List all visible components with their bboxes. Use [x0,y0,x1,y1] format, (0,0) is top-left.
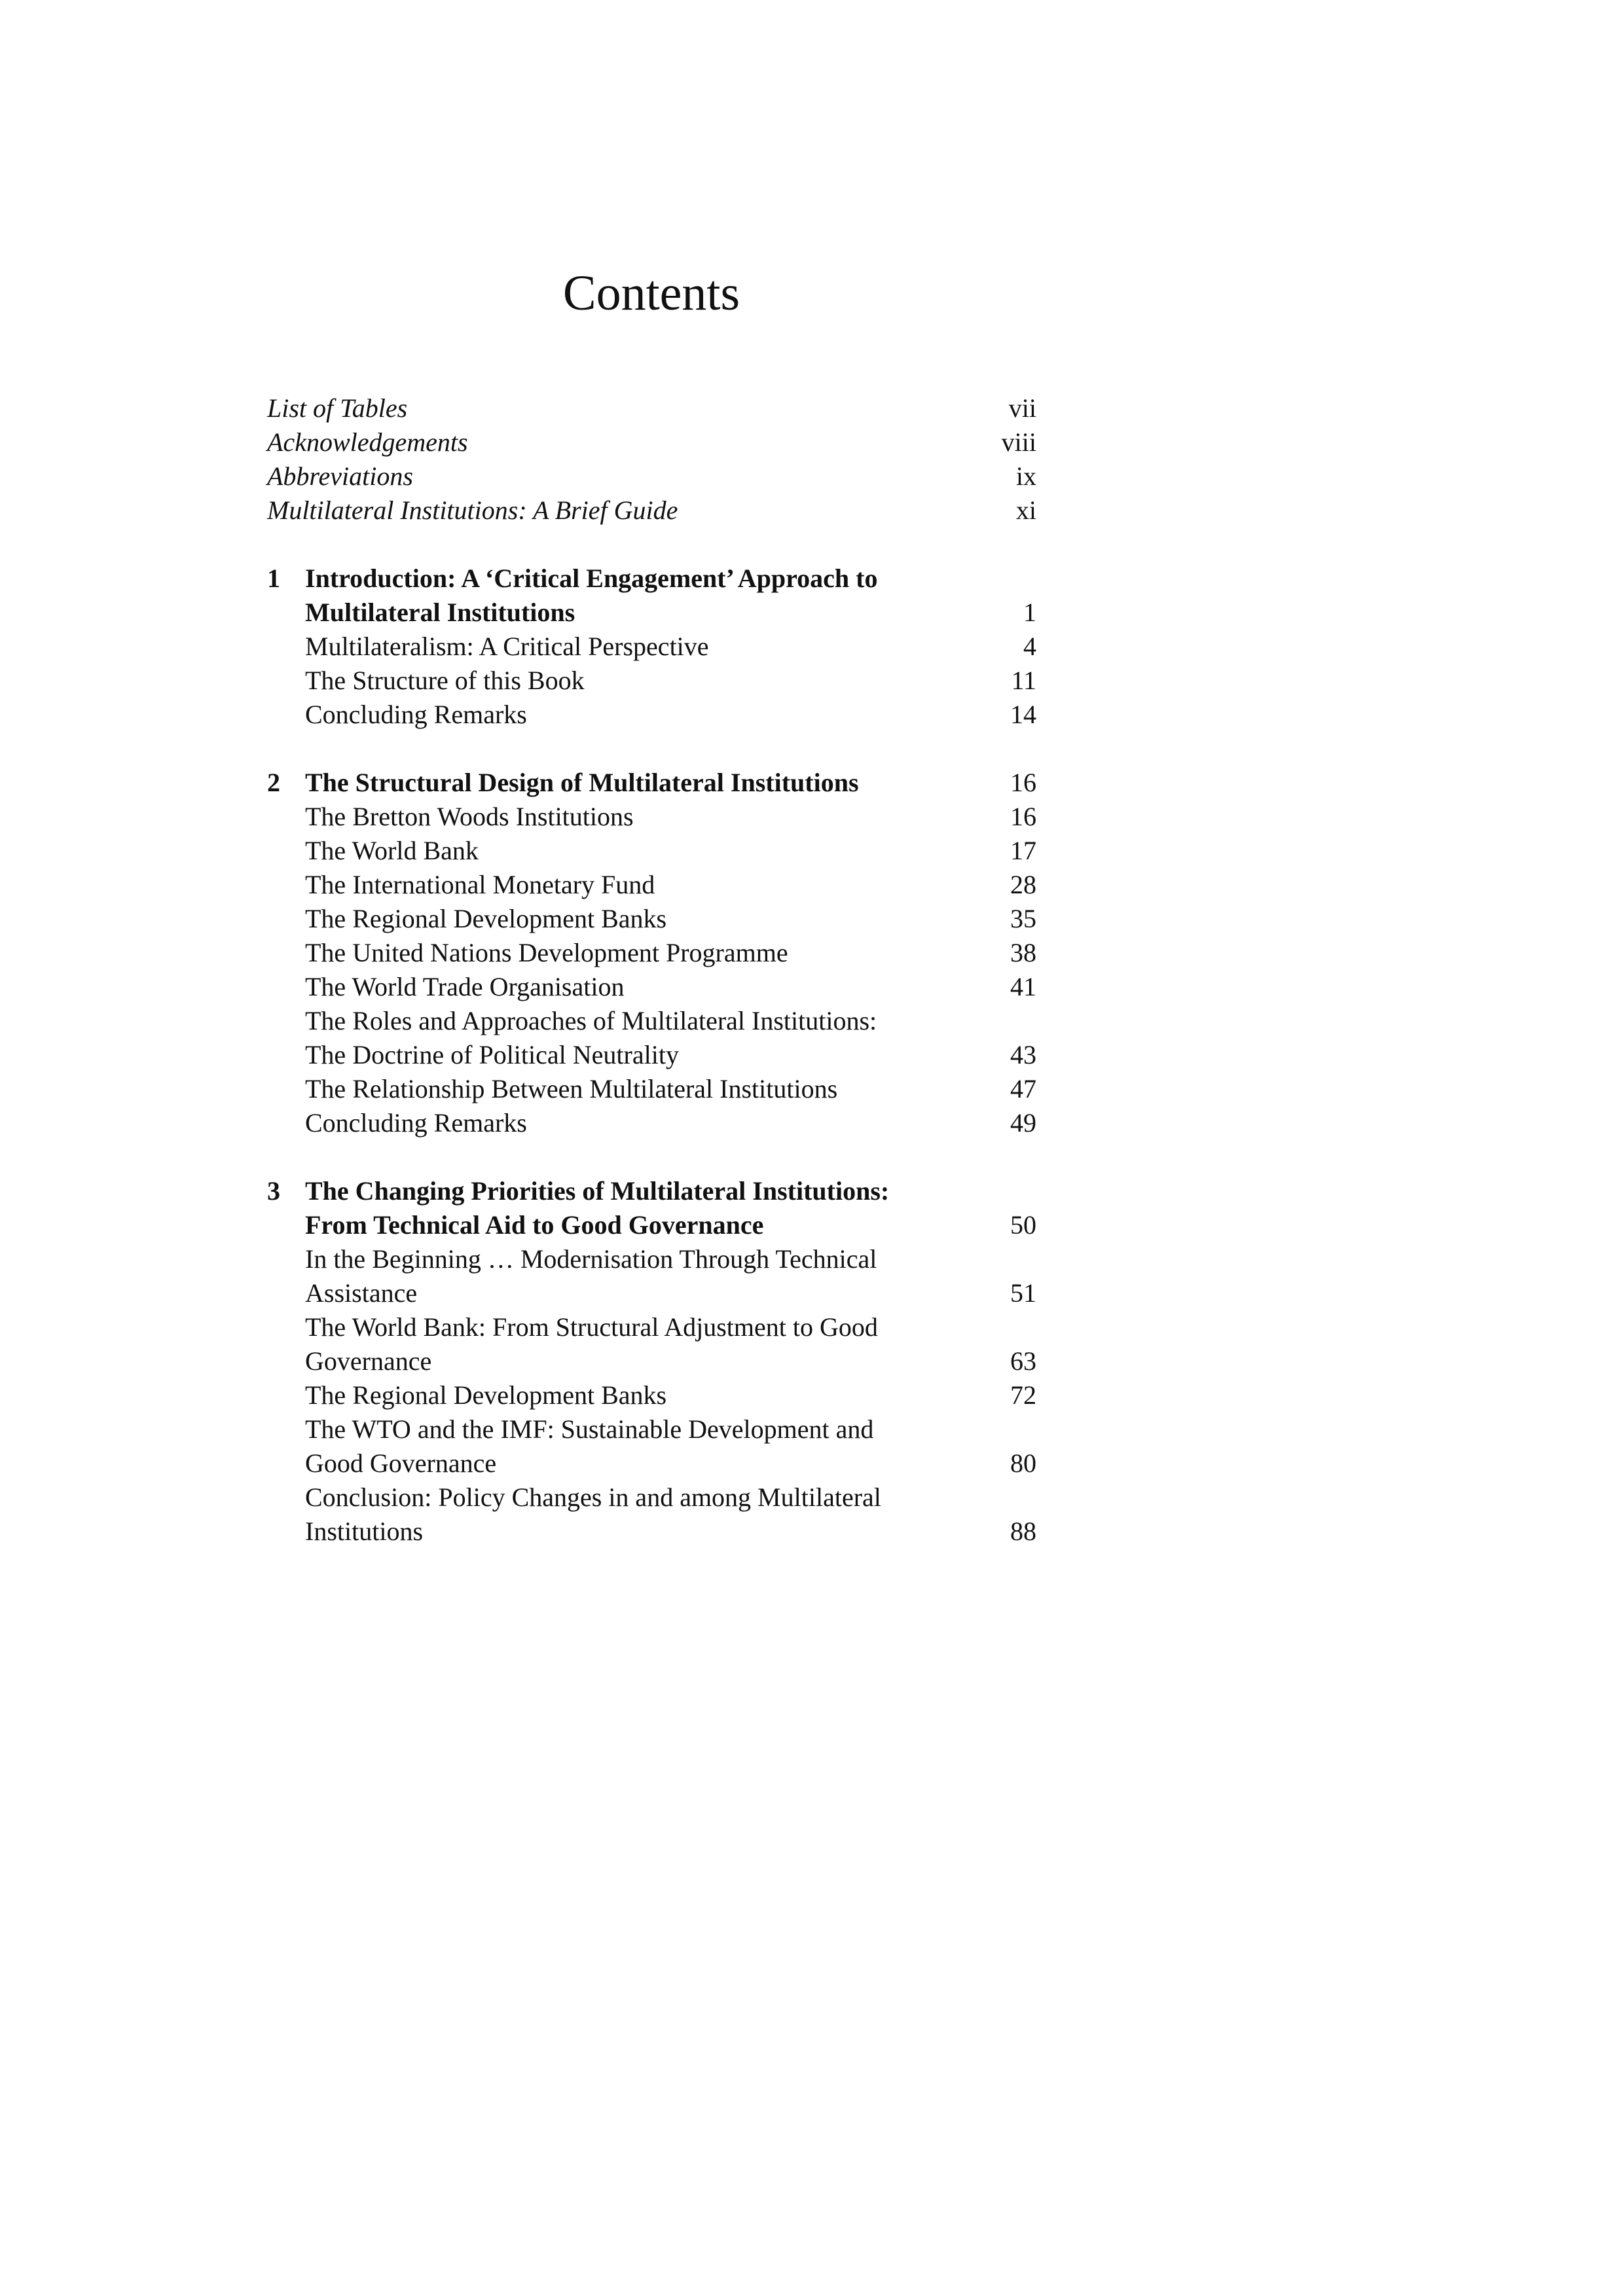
page-number: 14 [1010,700,1036,729]
chapter-title-line: Multilateral Institutions [305,598,575,627]
table-of-contents [267,391,1036,1549]
entry-title: Acknowledgements [267,427,468,457]
page-number: 11 [1011,666,1036,695]
section-item[interactable] [267,1480,1036,1549]
section-title: The Regional Development Banks [305,904,667,933]
section-item[interactable] [267,800,1036,834]
page-number: 41 [1010,972,1036,1001]
section-title-line: Good Governance [305,1448,497,1478]
section-item[interactable] [267,1072,1036,1106]
section-title: The Regional Development Banks [305,1380,667,1410]
chapter-title-line: From Technical Aid to Good Governance [305,1210,764,1240]
chapter-heading[interactable] [267,1174,1036,1242]
section-item[interactable] [267,868,1036,902]
section-title: The Relationship Between Multilateral Institutions [305,1074,838,1103]
section-item[interactable] [267,970,1036,1004]
section-title: The World Bank [305,836,479,865]
page-number: 38 [1010,938,1036,967]
page-number: 43 [1010,1040,1036,1069]
entry-title: Multilateral Institutions: A Brief Guide [267,495,678,525]
chapter-2 [267,766,1036,1140]
section-item[interactable] [267,1378,1036,1412]
section-title-line: Conclusion: Policy Changes in and among Multilateral [305,1482,881,1512]
section-title [305,1310,945,1378]
section-title [305,1004,945,1072]
section-title-line: The Doctrine of Political Neutrality [305,1040,679,1069]
entry-title: Abbreviations [267,461,413,491]
page-number: 35 [1010,904,1036,933]
spacer [267,528,1036,562]
section-title: Concluding Remarks [305,1108,527,1138]
page-number: 51 [1010,1278,1036,1308]
section-title: The United Nations Development Programme [305,938,788,967]
section-item[interactable] [267,630,1036,664]
page-number: 28 [1010,870,1036,899]
spacer [267,1140,1036,1174]
front-matter-item[interactable] [267,493,1036,528]
page-number: 4 [1023,632,1036,661]
chapter-heading[interactable] [267,766,1036,800]
chapter-title [305,562,945,630]
section-title-line: The World Bank: From Structural Adjustment to Good [305,1312,878,1342]
section-title [305,1242,945,1310]
page-number: 47 [1010,1074,1036,1103]
section-title: Concluding Remarks [305,700,527,729]
chapter-1 [267,562,1036,732]
chapter-number: 2 [267,768,280,797]
chapter-title-line: The Changing Priorities of Multilateral Institutions: [305,1176,890,1206]
page-number: ix [1015,461,1036,491]
page-number: 80 [1010,1448,1036,1478]
front-matter-item[interactable] [267,459,1036,493]
chapter-title: The Structural Design of Multilateral Institutions [305,768,859,797]
section-title: Multilateralism: A Critical Perspective [305,632,709,661]
section-item[interactable] [267,834,1036,868]
section-title-line: Institutions [305,1516,424,1546]
page-number: 72 [1010,1380,1036,1410]
section-item[interactable] [267,1106,1036,1140]
entry-title: List of Tables [267,393,408,423]
section-title [305,1412,945,1480]
section-title: The Structure of this Book [305,666,585,695]
chapter-title [305,1174,945,1242]
chapter-number: 1 [267,564,280,593]
section-title-line: The WTO and the IMF: Sustainable Development and [305,1414,874,1444]
chapter-3 [267,1174,1036,1549]
page-number: 50 [1010,1210,1036,1240]
page-number: 88 [1010,1516,1036,1546]
chapter-title-line: Introduction: A ‘Critical Engagement’ Approach to [305,564,878,593]
section-item[interactable] [267,936,1036,970]
page-number: 63 [1010,1346,1036,1376]
section-item[interactable] [267,1310,1036,1378]
section-item[interactable] [267,902,1036,936]
section-title: The Bretton Woods Institutions [305,802,634,831]
section-item[interactable] [267,698,1036,732]
section-title-line: In the Beginning … Modernisation Through Technical [305,1244,877,1274]
chapter-heading[interactable] [267,562,1036,630]
page-title: Contents [562,265,740,321]
section-item[interactable] [267,1412,1036,1480]
section-item[interactable] [267,1242,1036,1310]
front-matter-item[interactable] [267,425,1036,459]
page-number: vii [1008,393,1036,423]
section-title-line: Assistance [305,1278,418,1308]
section-title: The International Monetary Fund [305,870,655,899]
page-number: viii [1001,427,1036,457]
section-title-line: The Roles and Approaches of Multilateral Institutions: [305,1006,877,1035]
front-matter-item[interactable] [267,391,1036,425]
chapter-number: 3 [267,1176,280,1206]
page-number: xi [1015,495,1036,525]
page-number: 1 [1023,598,1036,627]
page-number: 16 [1010,768,1036,797]
section-item[interactable] [267,1004,1036,1072]
front-matter-list [267,391,1036,528]
section-item[interactable] [267,664,1036,698]
spacer [267,732,1036,766]
section-title: The World Trade Organisation [305,972,625,1001]
page-number: 17 [1010,836,1036,865]
page-number: 16 [1010,802,1036,831]
page-number: 49 [1010,1108,1036,1138]
section-title [305,1480,945,1549]
section-title-line: Governance [305,1346,432,1376]
